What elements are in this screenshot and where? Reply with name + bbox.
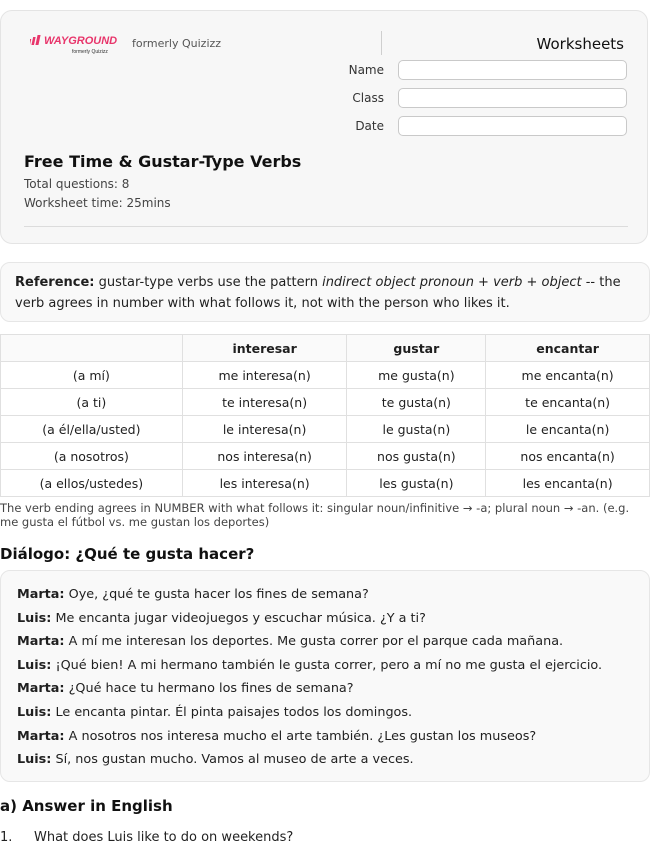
table-cell: te gusta(n) (347, 389, 486, 416)
speaker: Marta: (17, 634, 65, 650)
line-text: Me encanta jugar videojuegos y escuchar música. ¿Y a ti? (55, 610, 426, 626)
table-cell: (a él/ella/usted) (1, 416, 183, 443)
table-cell: le gusta(n) (347, 416, 486, 443)
speaker: Luis: (17, 610, 52, 626)
dialogue-line (17, 583, 633, 607)
line-text: Sí, nos gustan mucho. Vamos al museo de arte a veces. (55, 752, 414, 768)
speaker: Luis: (17, 704, 52, 720)
dialogue-line (17, 701, 633, 725)
reference-text-b: -- the verb agrees in number with what follows it, not with the person who likes it. (15, 275, 621, 311)
table-cell: me encanta(n) (486, 362, 650, 389)
table-cell: (a nosotros) (1, 443, 183, 470)
table-cell: me interesa(n) (182, 362, 347, 389)
table-cell: le encanta(n) (486, 416, 650, 443)
class-field[interactable] (398, 88, 627, 108)
wayground-logo (30, 33, 118, 55)
line-text: ¡Qué bien! A mi hermano también le gusta correr, pero a mí no me gusta el ejercicio. (55, 657, 603, 673)
table-cell: me gusta(n) (347, 362, 486, 389)
name-label: Name (348, 63, 384, 77)
conjugation-table (0, 334, 650, 497)
table-row (1, 416, 650, 443)
agreement-note: The verb ending agrees in NUMBER with what follows it: singular noun/infinitive → -a; plural noun → -an. (e.g. me gusta el fútbol vs. me gustan los deportes) (0, 501, 630, 529)
question-number: 1. (0, 830, 13, 845)
speaker: Marta: (17, 728, 65, 744)
header-divider (381, 31, 382, 55)
reference-pattern: indirect object pronoun + verb + object (322, 275, 582, 290)
table-cell: te encanta(n) (486, 389, 650, 416)
table-header-row (1, 335, 650, 362)
date-label: Date (355, 119, 384, 133)
name-field[interactable] (398, 60, 627, 80)
table-cell: (a ellos/ustedes) (1, 470, 183, 497)
table-row (1, 362, 650, 389)
dialogue-line (17, 748, 633, 772)
table-cell: (a ti) (1, 389, 183, 416)
table-cell: (a mí) (1, 362, 183, 389)
table-row (1, 389, 650, 416)
question-item (0, 830, 293, 845)
speaker: Luis: (17, 752, 52, 768)
class-label: Class (352, 91, 384, 105)
date-field[interactable] (398, 116, 627, 136)
table-cell: les gusta(n) (347, 470, 486, 497)
worksheet-time: Worksheet time: 25mins (24, 196, 171, 210)
header-card (0, 10, 648, 244)
section-a-heading: a) Answer in English (0, 797, 173, 815)
table-cell: te interesa(n) (182, 389, 347, 416)
svg-text:formerly Quizizz: formerly Quizizz (72, 49, 108, 55)
table-header: encantar (486, 335, 650, 362)
table-cell: nos encanta(n) (486, 443, 650, 470)
total-questions: Total questions: 8 (24, 177, 130, 191)
table-cell: les encanta(n) (486, 470, 650, 497)
line-text: Le encanta pintar. Él pinta paisajes todos los domingos. (55, 704, 413, 720)
table-cell: nos interesa(n) (182, 443, 347, 470)
table-cell: les interesa(n) (182, 470, 347, 497)
table-header: gustar (347, 335, 486, 362)
table-cell: le interesa(n) (182, 416, 347, 443)
table-cell: nos gusta(n) (347, 443, 486, 470)
svg-text:WAYGROUND: WAYGROUND (44, 35, 118, 47)
dialogue-box (0, 570, 650, 782)
dialogue-line (17, 630, 633, 654)
worksheet-title: Free Time & Gustar-Type Verbs (24, 152, 302, 171)
speaker: Luis: (17, 657, 52, 673)
header-rule (24, 226, 628, 227)
dialogue-line (17, 677, 633, 701)
formerly-quizizz-text: formerly Quizizz (132, 37, 222, 50)
speaker: Marta: (17, 587, 65, 602)
line-text: ¿Qué hace tu hermano los fines de semana? (68, 681, 354, 697)
speaker: Marta: (17, 681, 65, 697)
reference-box (0, 262, 650, 322)
table-row (1, 470, 650, 497)
line-text: A nosotros nos interesa mucho el arte también. ¿Les gustan los museos? (68, 728, 537, 744)
question-text: What does Luis like to do on weekends? (34, 830, 294, 845)
dialogue-heading: Diálogo: ¿Qué te gusta hacer? (0, 545, 255, 563)
reference-text-a: gustar-type verbs use the pattern (98, 275, 318, 290)
worksheets-label: Worksheets (536, 35, 624, 53)
dialogue-line (17, 654, 633, 678)
reference-label: Reference: (15, 275, 95, 290)
table-row (1, 443, 650, 470)
dialogue-line (17, 607, 633, 631)
line-text: A mí me interesan los deportes. Me gusta correr por el parque cada mañana. (68, 634, 564, 650)
table-header: interesar (182, 335, 347, 362)
table-header (1, 335, 183, 362)
dialogue-line (17, 725, 633, 749)
line-text: Oye, ¿qué te gusta hacer los fines de semana? (68, 587, 369, 602)
